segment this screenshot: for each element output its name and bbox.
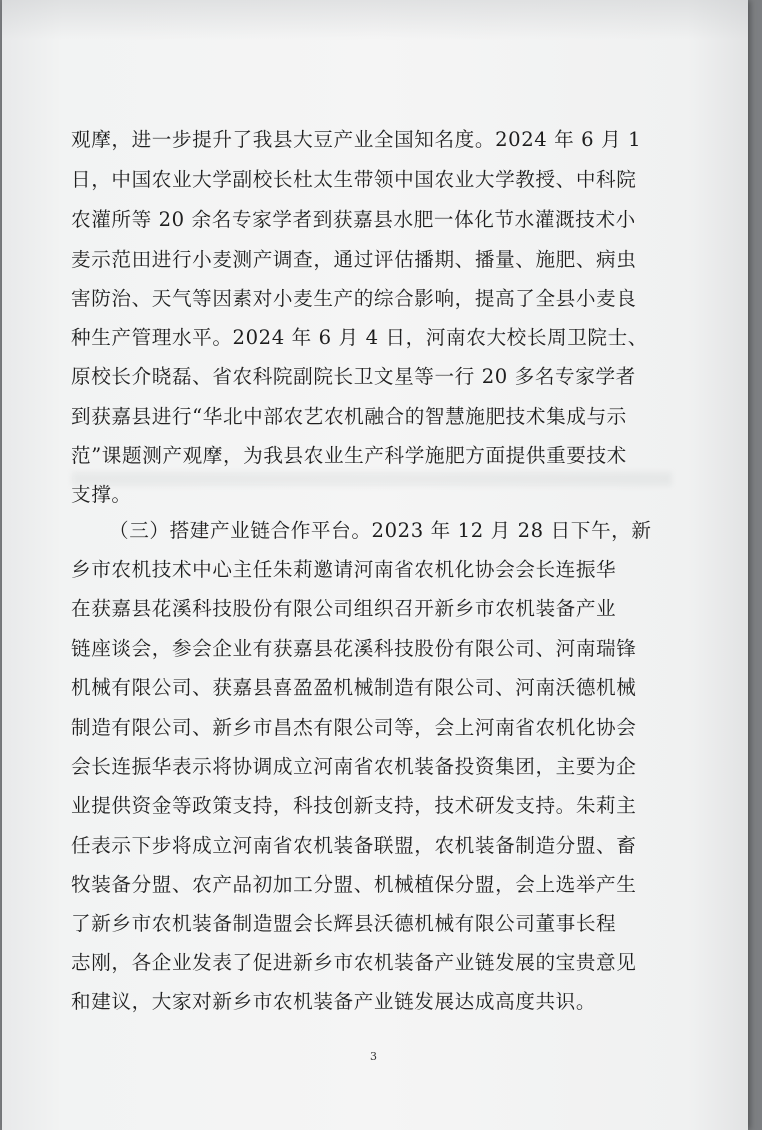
bleed-through-shadow [72, 472, 672, 486]
text-line-21: 了新乡市农机装备制造盟会长辉县沃德机械有限公司董事长程 [71, 912, 617, 935]
text-line-7: 原校长介晓磊、省农科院副院长卫文星等一行 20 多名专家学者 [71, 365, 636, 388]
text-line-13: 在获嘉县花溪科技股份有限公司组织召开新乡市农机装备产业 [71, 597, 617, 620]
text-line-10: 支撑。 [71, 483, 132, 506]
text-line-20: 牧装备分盟、农产品初加工分盟、机械植保分盟，会上选举产生 [71, 873, 637, 896]
text-line-9: 范”课题测产观摩，为我县农业生产科学施肥方面提供重要技术 [71, 444, 627, 467]
text-line-1: 观摩，进一步提升了我县大豆产业全国知名度。2024 年 6 月 1 [71, 128, 642, 151]
text-line-12: 乡市农机技术中心主任朱莉邀请河南省农机化协会会长连振华 [71, 558, 617, 581]
text-line-18: 业提供资金等政策支持，科技创新支持，技术研发支持。朱莉主 [71, 794, 637, 817]
text-line-2: 日，中国农业大学副校长杜太生带领中国农业大学教授、中科院 [71, 168, 637, 191]
text-line-4: 麦示范田进行小麦测产调查，通过评估播期、播量、施肥、病虫 [71, 248, 637, 271]
text-line-6: 种生产管理水平。2024 年 6 月 4 日，河南农大校长周卫院士、 [71, 326, 648, 349]
text-line-15: 机械有限公司、获嘉县喜盈盈机械制造有限公司、河南沃德机械 [71, 676, 637, 699]
text-line-17: 会长连振华表示将协调成立河南省农机装备投资集团，主要为企 [71, 755, 637, 778]
text-line-14: 链座谈会，参会企业有获嘉县花溪科技股份有限公司、河南瑞锋 [71, 637, 637, 660]
text-line-3: 农灌所等 20 余名专家学者到获嘉县水肥一体化节水灌溉技术小 [71, 208, 636, 231]
page-top-shadow [2, 0, 748, 40]
text-line-8: 到获嘉县进行“华北中部农艺农机融合的智慧施肥技术集成与示 [71, 405, 627, 428]
text-line-5: 害防治、天气等因素对小麦生产的综合影响，提高了全县小麦良 [71, 287, 637, 310]
page-number: 3 [370, 1050, 377, 1063]
text-line-22: 志刚，各企业发表了促进新乡市农机装备产业链发展的宝贵意见 [71, 951, 637, 974]
text-line-16: 制造有限公司、新乡市昌杰有限公司等，会上河南省农机化协会 [71, 716, 637, 739]
text-line-23: 和建议，大家对新乡市农机装备产业链发展达成高度共识。 [71, 990, 597, 1013]
document-page [2, 0, 748, 1130]
section-heading-line: （三）搭建产业链合作平台。2023 年 12 月 28 日下午，新 [109, 519, 652, 542]
text-line-19: 任表示下步将成立河南省农机装备联盟，农机装备制造分盟、畜 [71, 834, 637, 857]
